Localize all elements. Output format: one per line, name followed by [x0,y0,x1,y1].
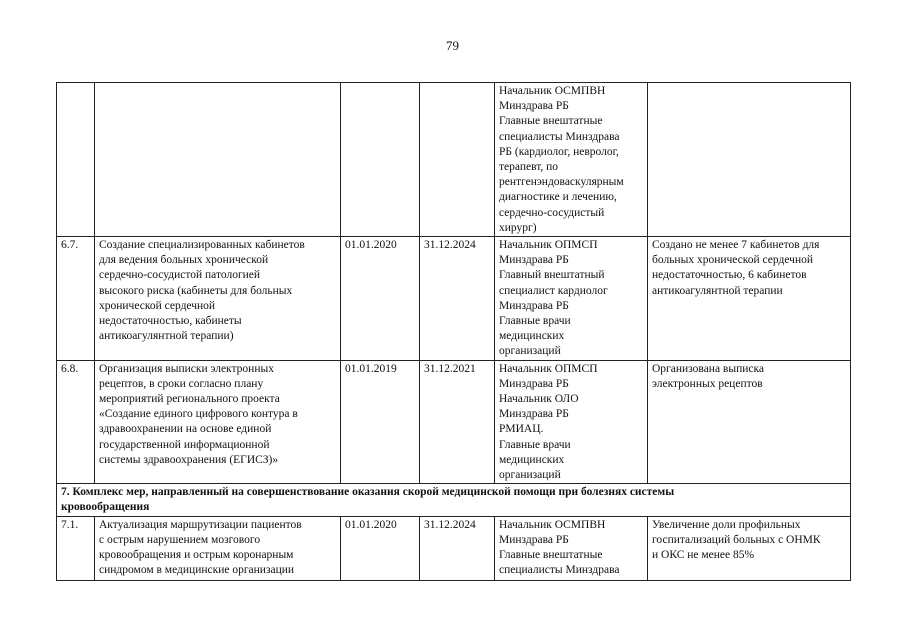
result-cell: Увеличение доли профильных госпитализаций больных с ОНМК и ОКС не менее 85% [648,516,851,580]
responsible-cell: Начальник ОПМСП Минздрава РБ Главный внештатный специалист кардиолог Минздрава РБ Главные врачи медицинских организаций [495,237,648,361]
measure-name-cell [95,83,341,237]
measure-name-cell: Создание специализированных кабинетов для ведения больных хронической сердечно-сосудистой патологией высокого риска (кабинеты для больных хронической сердечной недостаточностью, кабинеты антикоагулянтной терапии) [95,237,341,361]
measures-table [56,82,851,581]
end-date-cell [420,83,495,237]
start-date-cell [341,83,420,237]
table-row [57,360,851,484]
table-row [57,83,851,237]
start-date-cell: 01.01.2020 [341,237,420,361]
table-row [57,516,851,580]
measure-name-cell: Организация выписки электронных рецептов, в сроки согласно плану мероприятий регионального проекта «Создание единого цифрового контура в здравоохранении на основе единой государственной информационной системы здравоохранения (ЕГИСЗ)» [95,360,341,484]
section-header-row [57,484,851,516]
item-number-cell: 6.8. [57,360,95,484]
page-number: 79 [446,38,459,53]
responsible-cell: Начальник ОСМПВН Минздрава РБ Главные внештатные специалисты Минздрава РБ (кардиолог, невролог, терапевт, по рентгенэндоваскулярным диагностике и лечению, сердечно-сосудистый хирург) [495,83,648,237]
item-number-cell: 7.1. [57,516,95,580]
result-cell [648,83,851,237]
end-date-cell: 31.12.2024 [420,237,495,361]
end-date-cell: 31.12.2024 [420,516,495,580]
start-date-cell: 01.01.2019 [341,360,420,484]
responsible-cell: Начальник ОСМПВН Минздрава РБ Главные внештатные специалисты Минздрава [495,516,648,580]
end-date-cell: 31.12.2021 [420,360,495,484]
section-title: 7. Комплекс мер, направленный на совершенствование оказания скорой медицинской помощи при болезнях системы кровообращения [57,484,851,516]
item-number-cell [57,83,95,237]
result-cell: Создано не менее 7 кабинетов для больных хронической сердечной недостаточностью, 6 кабинетов антикоагулянтной терапии [648,237,851,361]
measure-name-cell: Актуализация маршрутизации пациентов с острым нарушением мозгового кровообращения и острым коронарным синдромом в медицинские организации [95,516,341,580]
result-cell: Организована выписка электронных рецептов [648,360,851,484]
item-number-cell: 6.7. [57,237,95,361]
table-row [57,237,851,361]
responsible-cell: Начальник ОПМСП Минздрава РБ Начальник ОЛО Минздрава РБ РМИАЦ. Главные врачи медицинских организаций [495,360,648,484]
start-date-cell: 01.01.2020 [341,516,420,580]
